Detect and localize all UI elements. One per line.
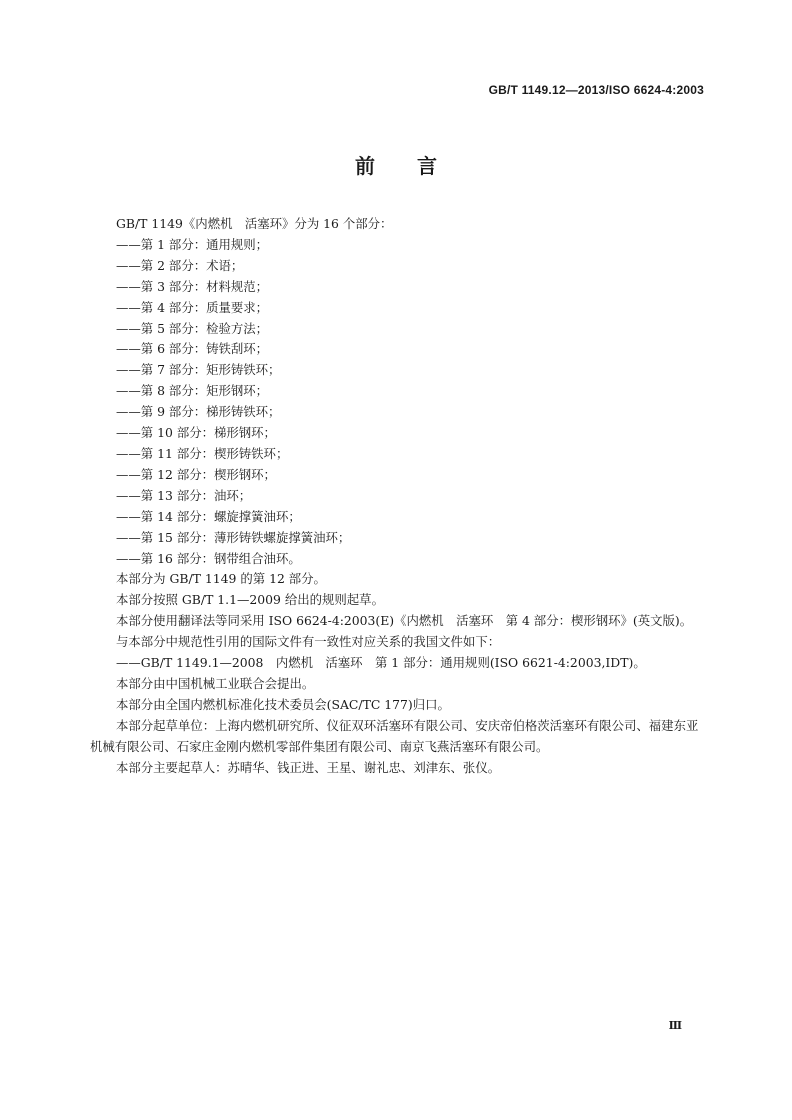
list-item: ——第 15 部分：薄形铸铁螺旋撑簧油环；: [116, 529, 351, 545]
correspondence-intro-paragraph: 与本部分中规范性引用的国际文件有一致性对应关系的我国文件如下：: [116, 634, 501, 650]
list-item: ——第 4 部分：质量要求；: [116, 299, 269, 315]
list-item: ——第 11 部分：楔形铸铁环；: [116, 445, 289, 461]
list-item: ——第 9 部分：梯形铸铁环；: [116, 404, 281, 420]
standard-code-header: GB/T 1149.12—2013/ISO 6624-4:2003: [488, 83, 704, 97]
page-title: 前言: [355, 154, 479, 178]
list-item: ——第 16 部分：钢带组合油环。: [116, 550, 301, 566]
managed-by-paragraph: 本部分由全国内燃机标准化技术委员会(SAC/TC 177)归口。: [116, 696, 450, 712]
list-item: ——第 10 部分：梯形钢环；: [116, 425, 276, 441]
foreword-body: [90, 214, 704, 778]
list-item: ——第 13 部分：油环；: [116, 487, 252, 503]
list-item: ——第 14 部分：螺旋撑簧油环；: [116, 508, 301, 524]
list-item: ——第 6 部分：铸铁刮环；: [116, 341, 269, 357]
list-item: ——第 7 部分：矩形铸铁环；: [116, 362, 281, 378]
list-item: ——第 2 部分：术语；: [116, 257, 244, 273]
list-item: ——第 3 部分：材料规范；: [116, 278, 269, 294]
proposed-by-paragraph: 本部分由中国机械工业联合会提出。: [116, 675, 315, 691]
drafting-units-paragraph: 本部分起草单位：上海内燃机研究所、仪征双环活塞环有限公司、安庆帝伯格茨活塞环有限公司、福建东亚机械有限公司、石家庄金刚内燃机零部件集团有限公司、南京飞燕活塞环有限公司。: [90, 717, 699, 754]
page-number: Ⅲ: [668, 1019, 682, 1032]
parts-list: [90, 235, 704, 570]
part-of-paragraph: 本部分为 GB/T 1149 的第 12 部分。: [116, 571, 326, 587]
list-item: ——第 1 部分：通用规则；: [116, 236, 269, 252]
intro-paragraph: GB/T 1149《内燃机 活塞环》分为 16 个部分：: [116, 216, 393, 231]
list-item: ——第 12 部分：楔形钢环；: [116, 466, 276, 482]
list-item: ——第 5 部分：检验方法；: [116, 320, 269, 336]
translation-paragraph: 本部分使用翻译法等同采用 ISO 6624-4:2003(E)《内燃机 活塞环 第 4 部分：楔形钢环》(英文版)。: [116, 613, 693, 629]
list-item: ——第 8 部分：矩形钢环；: [116, 383, 269, 399]
drafting-rules-paragraph: 本部分按照 GB/T 1.1—2009 给出的规则起草。: [116, 592, 384, 608]
drafters-paragraph: 本部分主要起草人：苏晴华、钱正进、王星、谢礼忠、刘津东、张仪。: [116, 759, 501, 775]
correspondence-item: ——GB/T 1149.1—2008 内燃机 活塞环 第 1 部分：通用规则(ISO 6621-4:2003,IDT)。: [116, 655, 646, 671]
